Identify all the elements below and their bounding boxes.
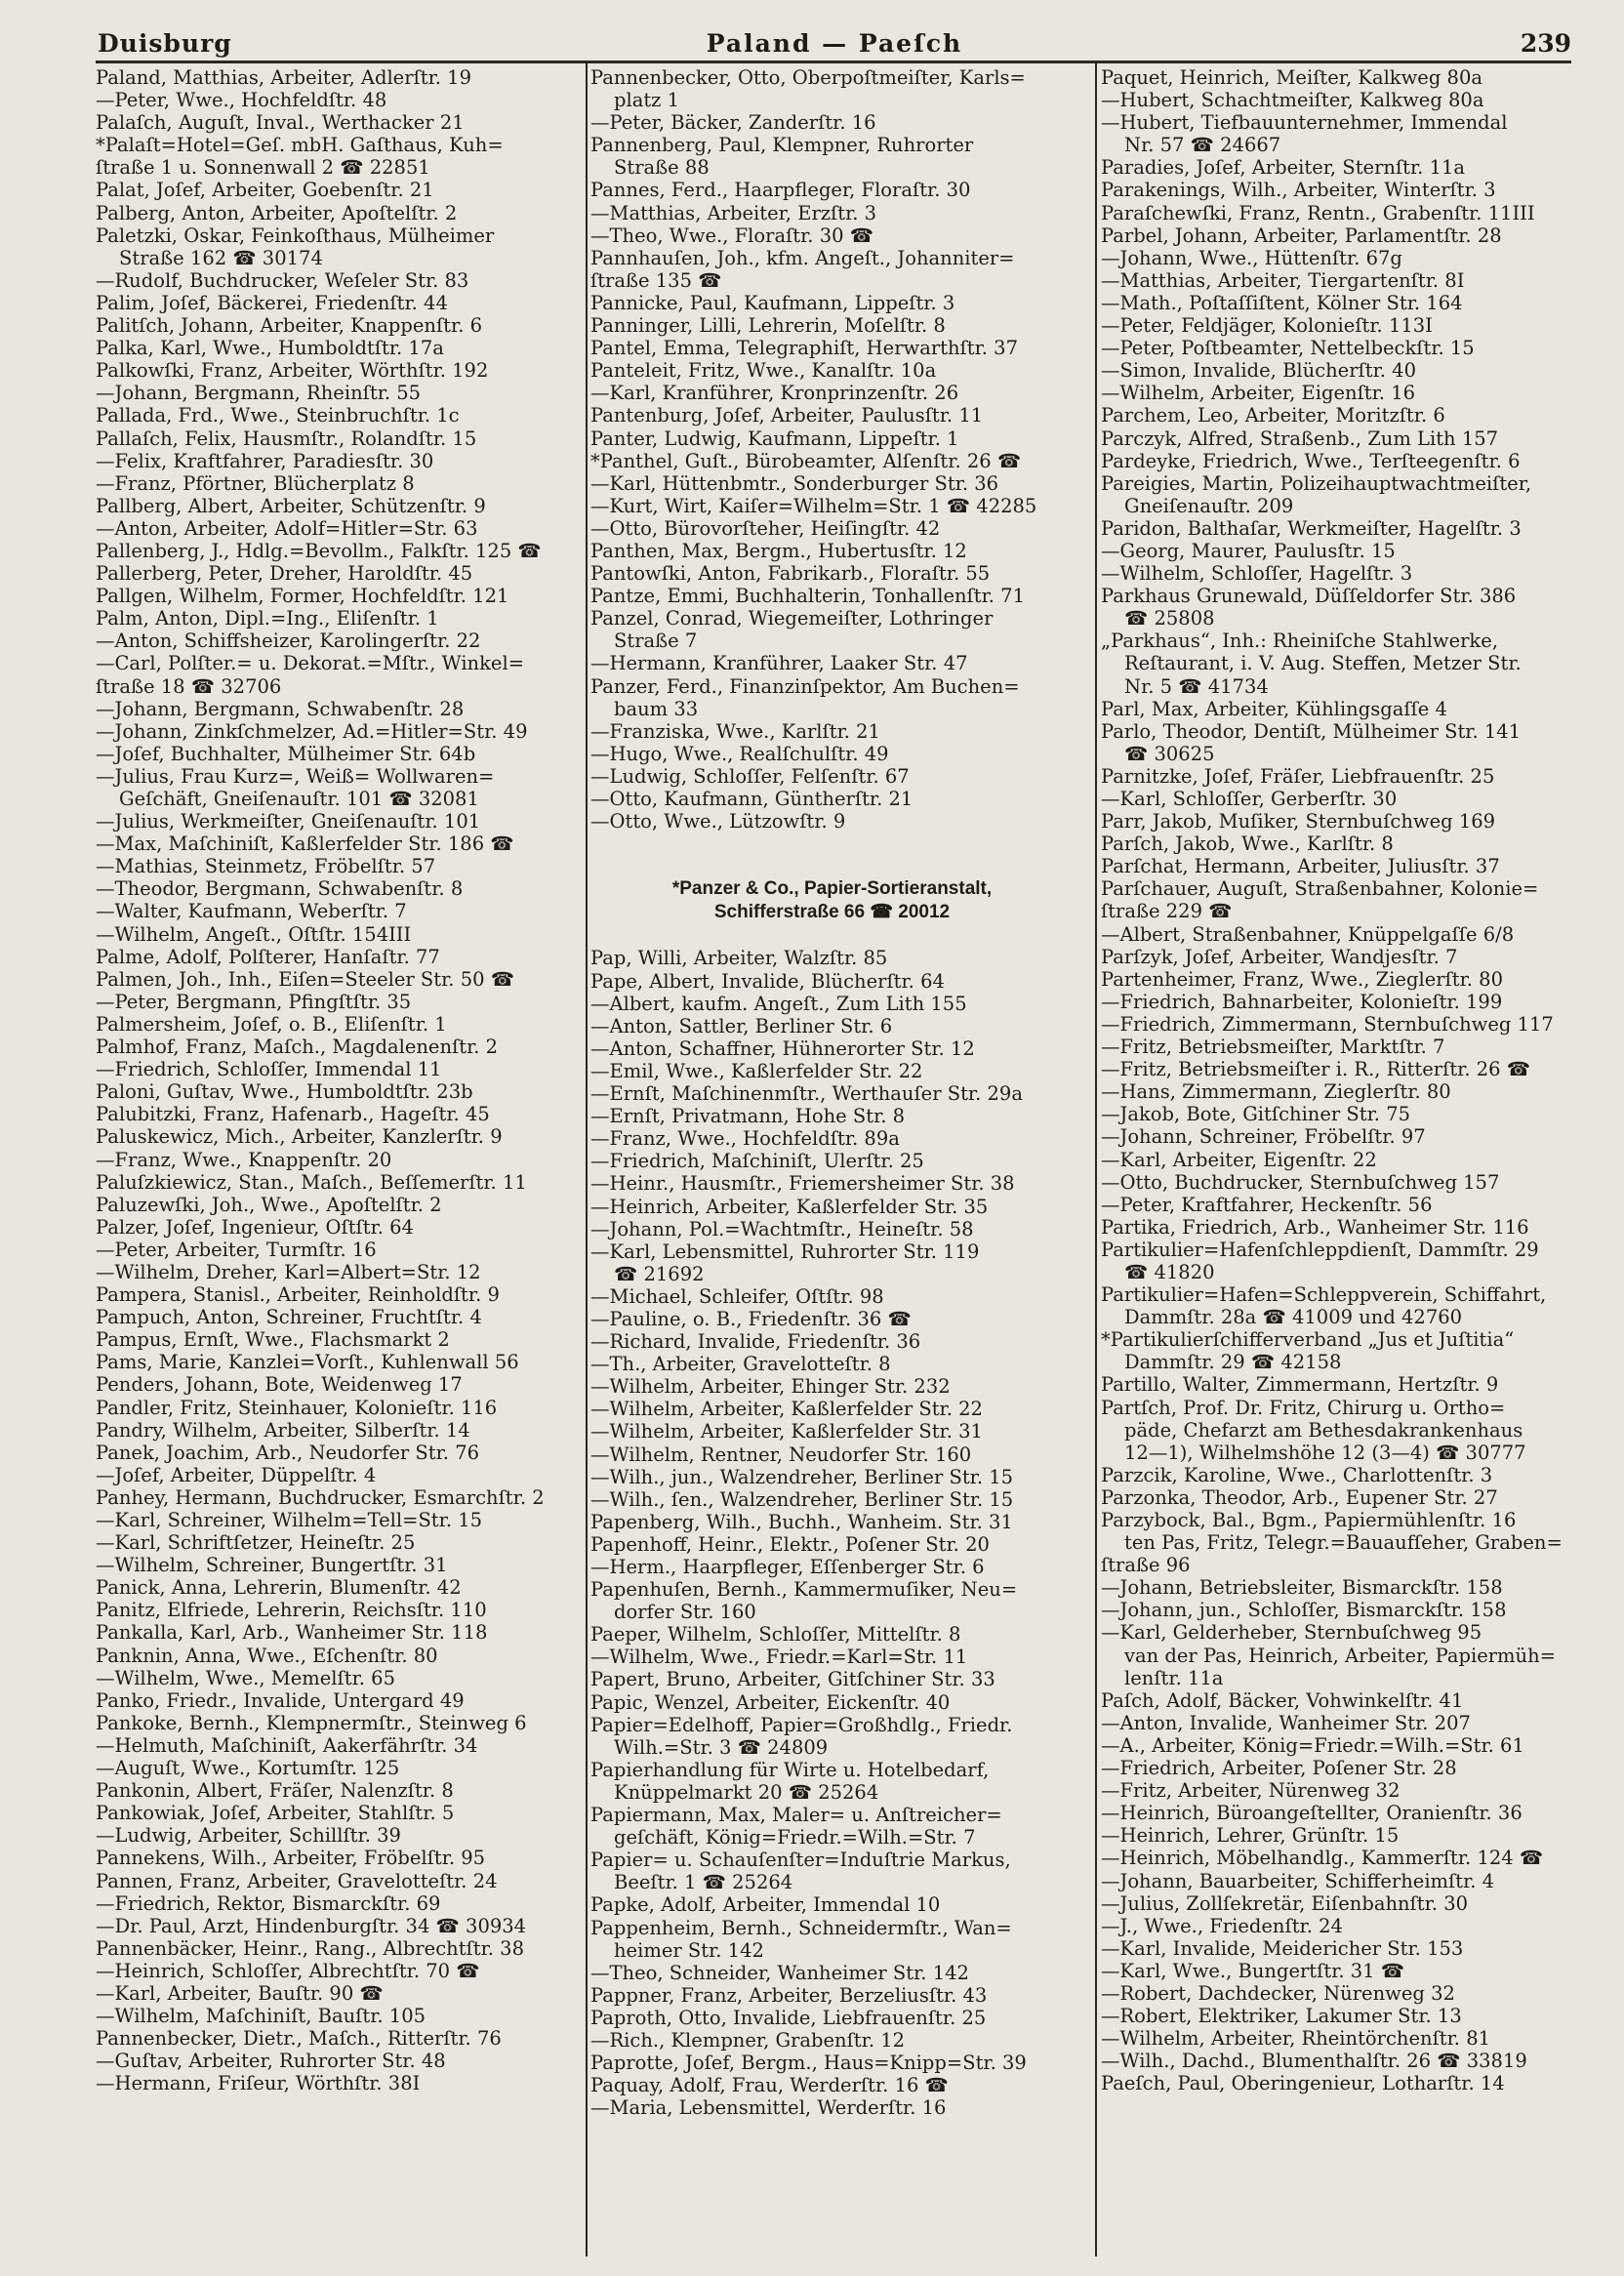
directory-entry: Papier= u. Schauſenſter=Induſtrie Markus,	[590, 1849, 1011, 1872]
directory-entry: —Karl, Hüttenbmtr., Sonderburger Str. 36	[590, 471, 999, 495]
directory-entry: —Wilhelm, Maſchiniſt, Bauſtr. 105	[96, 2005, 426, 2028]
directory-entry: —Hugo, Wwe., Realſchulſtr. 49	[590, 742, 889, 765]
directory-entry: Pallenberg, J., Hdlg.=Bevollm., Falkſtr. 125 ☎	[96, 539, 542, 562]
directory-entry: Paradies, Joſef, Arbeiter, Sternſtr. 11a	[1101, 156, 1466, 180]
directory-entry: —Johann, Bergmann, Rheinſtr. 55	[96, 382, 422, 405]
directory-entry: Pankalla, Karl, Arb., Wanheimer Str. 118	[96, 1621, 488, 1645]
directory-entry: —Wilhelm, Arbeiter, Kaßlerfelder Str. 31	[590, 1420, 983, 1443]
directory-entry: Penders, Johann, Bote, Weidenweg 17	[96, 1373, 463, 1397]
directory-entry: Palmersheim, Joſef, o. B., Eliſenſtr. 1	[96, 1012, 447, 1036]
directory-entry: Panick, Anna, Lehrerin, Blumenſtr. 42	[96, 1576, 462, 1600]
directory-entry: —Ernſt, Privatmann, Hohe Str. 8	[590, 1105, 906, 1128]
directory-entry: —Otto, Wwe., Lützowſtr. 9	[590, 810, 846, 833]
directory-entry: Parkhaus Grunewald, Düſſeldorfer Str. 386	[1101, 585, 1517, 608]
directory-entry: Pantel, Emma, Telegraphiſt, Herwarthſtr. 37	[590, 337, 1018, 360]
directory-entry: —Hubert, Schachtmeiſter, Kalkweg 80a	[1101, 89, 1484, 112]
directory-entry: —Richard, Invalide, Friedenſtr. 36	[590, 1330, 921, 1354]
directory-entry: ten Pas, Fritz, Telegr.=Bauaufſeher, Graben=	[1124, 1531, 1563, 1555]
directory-entry: Palitſch, Johann, Arbeiter, Knappenſtr. 6	[96, 314, 482, 338]
directory-entry: Pannen, Franz, Arbeiter, Gravelotteſtr. 24	[96, 1869, 498, 1892]
directory-entry: —Simon, Invalide, Blücherſtr. 40	[1101, 359, 1416, 383]
directory-entry: Papenhuſen, Bernh., Kammermuſiker, Neu=	[590, 1578, 1018, 1602]
directory-entry: Palkowſki, Franz, Arbeiter, Wörthſtr. 192	[96, 359, 489, 383]
directory-entry: Paluzewſki, Joh., Wwe., Apoſtelſtr. 2	[96, 1193, 442, 1216]
directory-entry: Pannekens, Wilh., Arbeiter, Fröbelſtr. 95	[96, 1847, 486, 1870]
column-1	[96, 66, 579, 2253]
column-2	[590, 66, 1074, 2253]
directory-entry: Palat, Joſef, Arbeiter, Goebenſtr. 21	[96, 179, 434, 202]
directory-entry: Parzybock, Bal., Bgm., Papiermühlenſtr. 16	[1101, 1509, 1517, 1531]
directory-entry: —Johann, jun., Schloſſer, Bismarckſtr. 158	[1101, 1599, 1507, 1622]
directory-entry: —Robert, Dachdecker, Nürenweg 32	[1101, 1981, 1455, 2005]
directory-entry: —Johann, Schreiner, Fröbelſtr. 97	[1101, 1125, 1426, 1149]
directory-entry: —Albert, kaufm. Angeſt., Zum Lith 155	[590, 992, 967, 1015]
directory-entry: Parr, Jakob, Muſiker, Sternbuſchweg 169	[1101, 810, 1496, 833]
directory-entry: —Karl, Arbeiter, Eigenſtr. 22	[1101, 1148, 1377, 1171]
directory-entry: van der Pas, Heinrich, Arbeiter, Papiermüh=	[1124, 1644, 1557, 1667]
directory-entry: —Johann, Betriebsleiter, Bismarckſtr. 158	[1101, 1576, 1503, 1600]
directory-entry: Paquay, Adolf, Frau, Werderſtr. 16 ☎	[590, 2074, 949, 2097]
directory-entry: ☎ 21692	[614, 1262, 705, 1285]
directory-entry: Panthen, Max, Bergm., Hubertusſtr. 12	[590, 539, 967, 562]
directory-entry: Paeper, Wilhelm, Schloſſer, Mittelſtr. 8	[590, 1623, 961, 1646]
directory-entry: ſtraße 18 ☎ 32706	[96, 674, 282, 698]
directory-entry: Partika, Friedrich, Arb., Wanheimer Str. 116	[1101, 1215, 1529, 1239]
directory-entry: —Karl, Wwe., Bungertſtr. 31 ☎	[1101, 1959, 1405, 1982]
directory-entry: —Friedrich, Rektor, Bismarckſtr. 69	[96, 1891, 441, 1915]
directory-entry: ſtraße 1 u. Sonnenwall 2 ☎ 22851	[96, 156, 430, 180]
directory-entry: —Wilh., ſen., Walzendreher, Berliner Str. 15	[590, 1487, 1014, 1511]
directory-entry: Pappenheim, Bernh., Schneidermſtr., Wan=	[590, 1916, 1012, 1939]
directory-entry: —Fritz, Betriebsmeiſter, Marktſtr. 7	[1101, 1036, 1445, 1059]
directory-entry: Palaſch, Auguſt, Inval., Werthacker 21	[96, 111, 465, 135]
directory-entry: Pams, Marie, Kanzlei=Vorſt., Kuhlenwall 56	[96, 1351, 519, 1374]
directory-entry: —Peter, Bergmann, Pfingſtſtr. 35	[96, 990, 412, 1013]
directory-entry: Papenhoff, Heinr., Elektr., Poſener Str. 20	[590, 1532, 990, 1556]
directory-entry: —Johann, Wwe., Hüttenſtr. 67g	[1101, 246, 1402, 269]
directory-entry: ☎ 41820	[1124, 1260, 1215, 1283]
directory-entry: Papenberg, Wilh., Buchh., Wanheim. Str. 31	[590, 1510, 1013, 1533]
directory-entry: Gneiſenauſtr. 209	[1124, 494, 1294, 517]
directory-entry: —Mathias, Steinmetz, Fröbelſtr. 57	[96, 855, 436, 878]
directory-entry: —A., Arbeiter, König=Friedr.=Wilh.=Str. 61	[1101, 1733, 1524, 1757]
directory-entry: Straße 162 ☎ 30174	[119, 246, 323, 269]
column-divider	[586, 61, 588, 2256]
directory-entry: —Helmuth, Maſchiniſt, Aakerfährſtr. 34	[96, 1733, 478, 1757]
directory-entry: *Panthel, Guſt., Bürobeamter, Alſenſtr. 26 ☎	[590, 449, 1022, 472]
directory-entry: —Heinrich, Arbeiter, Kaßlerfelder Str. 35	[590, 1195, 989, 1218]
directory-entry: Papke, Adolf, Arbeiter, Immendal 10	[590, 1893, 941, 1917]
directory-entry: —Walter, Kaufmann, Weberſtr. 7	[96, 900, 407, 923]
directory-entry: Pannenbecker, Otto, Oberpoſtmeiſter, Karls=	[590, 66, 1026, 89]
directory-entry: Pannicke, Paul, Kaufmann, Lippeſtr. 3	[590, 291, 955, 314]
directory-entry: Partſch, Prof. Dr. Fritz, Chirurg u. Ortho=	[1101, 1396, 1506, 1419]
directory-entry: —Robert, Elektriker, Lakumer Str. 13	[1101, 2005, 1462, 2028]
directory-entry: —Anton, Schaffner, Hühnerorter Str. 12	[590, 1036, 975, 1060]
directory-entry: —Peter, Bäcker, Zanderſtr. 16	[590, 111, 876, 135]
directory-entry: —Jakob, Bote, Gitſchiner Str. 75	[1101, 1103, 1411, 1126]
directory-entry: —Karl, Kranführer, Kronprinzenſtr. 26	[590, 382, 959, 405]
directory-entry: Panko, Friedr., Invalide, Untergard 49	[96, 1688, 465, 1712]
directory-entry: Palka, Karl, Wwe., Humboldtſtr. 17a	[96, 337, 444, 360]
directory-entry: —Johann, Bauarbeiter, Schifferheimſtr. 4	[1101, 1869, 1495, 1892]
name-range: Paland — Paeſch	[706, 29, 963, 58]
directory-entry: —Carl, Polſter.= u. Dekorat.=Mſtr., Winkel=	[96, 652, 525, 675]
directory-entry: —Karl, Lebensmittel, Ruhrorter Str. 119	[590, 1240, 980, 1263]
directory-entry: Parakenings, Wilh., Arbeiter, Winterſtr. 3	[1101, 179, 1496, 202]
directory-entry: Papiermann, Max, Maler= u. Anſtreicher=	[590, 1804, 1002, 1827]
directory-entry: Nr. 5 ☎ 41734	[1124, 674, 1269, 698]
directory-entry: Straße 88	[614, 156, 710, 180]
directory-entry: —Heinr., Hausmſtr., Friemersheimer Str. 38	[590, 1172, 1015, 1196]
directory-entry: Pankonin, Albert, Fräſer, Nalenzſtr. 8	[96, 1779, 454, 1803]
directory-entry: Pannenbäcker, Heinr., Rang., Albrechtſtr. 38	[96, 1936, 524, 1960]
directory-entry: —Heinrich, Möbelhandlg., Kammerſtr. 124 ☎	[1101, 1847, 1544, 1870]
directory-entry: Dammſtr. 29 ☎ 42158	[1124, 1351, 1342, 1374]
directory-entry: —Wilhelm, Arbeiter, Kaßlerfelder Str. 22	[590, 1398, 983, 1421]
directory-entry: Parſzyk, Joſef, Arbeiter, Wandjesſtr. 7	[1101, 945, 1458, 968]
directory-entry: —Joſef, Buchhalter, Mülheimer Str. 64b	[96, 742, 476, 765]
directory-entry: —Wilhelm, Angeſt., Oſtſtr. 154III	[96, 922, 412, 946]
directory-entry: Parſchat, Hermann, Arbeiter, Juliusſtr. 37	[1101, 855, 1500, 878]
directory-entry: —Georg, Maurer, Paulusſtr. 15	[1101, 539, 1396, 562]
directory-entry: Palm, Anton, Dipl.=Ing., Eliſenſtr. 1	[96, 607, 439, 630]
directory-entry: —Julius, Frau Kurz=, Weiß= Wollwaren=	[96, 764, 495, 788]
directory-entry: —Joſef, Arbeiter, Düppelſtr. 4	[96, 1463, 377, 1486]
directory-entry: Pannenbecker, Dietr., Maſch., Ritterſtr. 76	[96, 2027, 502, 2051]
directory-entry: baum 33	[614, 697, 699, 720]
advertisement-line: Schifferstraße 66 ☎ 20012	[713, 902, 951, 923]
directory-entry: —Karl, Arbeiter, Bauſtr. 90 ☎	[96, 1981, 384, 2005]
directory-entry: —Karl, Schreiner, Wilhelm=Tell=Str. 15	[96, 1509, 483, 1531]
page-header	[98, 25, 1571, 62]
directory-entry: Paeſch, Paul, Oberingenieur, Lotharſtr. 14	[1101, 2072, 1505, 2095]
directory-entry: ſtraße 96	[1101, 1554, 1191, 1577]
directory-entry: —Karl, Schloſſer, Gerberſtr. 30	[1101, 788, 1398, 810]
directory-entry: —Hans, Zimmermann, Zieglerſtr. 80	[1101, 1080, 1451, 1104]
directory-entry: ſtraße 229 ☎	[1101, 900, 1233, 923]
directory-entry: —Heinrich, Schloſſer, Albrechtſtr. 70 ☎	[96, 1959, 480, 1982]
directory-entry: —Friedrich, Maſchiniſt, Ulerſtr. 25	[590, 1150, 924, 1173]
directory-entry: —Matthias, Arbeiter, Erzſtr. 3	[590, 201, 877, 224]
directory-entry: —J., Wwe., Friedenſtr. 24	[1101, 1914, 1343, 1937]
directory-entry: —Julius, Werkmeiſter, Gneiſenauſtr. 101	[96, 810, 481, 833]
directory-entry: *Partikulierſchifferverband „Jus et Juſtitia“	[1101, 1328, 1515, 1352]
directory-entry: —Peter, Poſtbeamter, Nettelbeckſtr. 15	[1101, 337, 1475, 360]
directory-entry: Panteleit, Fritz, Wwe., Kanalſtr. 10a	[590, 359, 937, 383]
directory-entry: Pannhauſen, Joh., kfm. Angeſt., Johanniter=	[590, 246, 1015, 269]
directory-entry: —Franz, Wwe., Knappenſtr. 20	[96, 1148, 392, 1171]
directory-entry: Pallerberg, Peter, Dreher, Haroldſtr. 45	[96, 562, 473, 586]
directory-entry: Pardeyke, Friedrich, Wwe., Terſteegenſtr. 6	[1101, 449, 1521, 472]
directory-entry: —Math., Poſtaſſiſtent, Kölner Str. 164	[1101, 291, 1463, 314]
directory-entry: ☎ 25808	[1124, 607, 1215, 630]
directory-entry: Palubitzki, Franz, Hafenarb., Hageſtr. 45	[96, 1103, 490, 1126]
directory-entry: Parzcik, Karoline, Wwe., Charlottenſtr. 3	[1101, 1463, 1493, 1486]
directory-entry: Parzonka, Theodor, Arb., Eupener Str. 27	[1101, 1485, 1498, 1509]
directory-entry: Beeſtr. 1 ☎ 25264	[614, 1871, 793, 1894]
directory-entry: Paland, Matthias, Arbeiter, Adlerſtr. 19	[96, 66, 471, 89]
directory-entry: —Friedrich, Zimmermann, Sternbuſchweg 117	[1101, 1012, 1554, 1036]
directory-entry: Pantenburg, Joſef, Arbeiter, Paulusſtr. 11	[590, 404, 984, 427]
directory-entry: —Otto, Kaufmann, Güntherſtr. 21	[590, 788, 914, 810]
directory-entry: —Wilhelm, Rentner, Neudorfer Str. 160	[590, 1443, 972, 1466]
directory-entry: —Otto, Buchdrucker, Sternbuſchweg 157	[1101, 1170, 1500, 1194]
directory-entry: Dammſtr. 28a ☎ 41009 und 42760	[1124, 1306, 1463, 1329]
directory-entry: —Ludwig, Arbeiter, Schillſtr. 39	[96, 1824, 401, 1848]
directory-entry: —Guſtav, Arbeiter, Ruhrorter Str. 48	[96, 2050, 446, 2073]
directory-entry: —Wilhelm, Arbeiter, Ehinger Str. 232	[590, 1375, 951, 1399]
directory-entry: Parſch, Jakob, Wwe., Karlſtr. 8	[1101, 833, 1394, 856]
directory-entry: —Fritz, Betriebsmeiſter i. R., Ritterſtr. 26 ☎	[1101, 1058, 1531, 1081]
directory-entry: Papert, Bruno, Arbeiter, Gitſchiner Str. 33	[590, 1668, 995, 1691]
directory-entry: dorfer Str. 160	[614, 1601, 756, 1624]
directory-entry: Panek, Joachim, Arb., Neudorfer Str. 76	[96, 1441, 480, 1464]
directory-entry: —Rich., Klempner, Grabenſtr. 12	[590, 2028, 906, 2052]
directory-entry: —Pauline, o. B., Friedenſtr. 36 ☎	[590, 1307, 912, 1330]
directory-entry: —Auguſt, Wwe., Kortumſtr. 125	[96, 1757, 400, 1780]
directory-entry: —Peter, Arbeiter, Turmſtr. 16	[96, 1238, 377, 1261]
directory-entry: Panknin, Anna, Wwe., Eſchenſtr. 80	[96, 1644, 438, 1667]
directory-entry: geſchäft, König=Friedr.=Wilh.=Str. 7	[614, 1826, 976, 1849]
directory-entry: Partikulier=Hafen=Schleppverein, Schiffahrt,	[1101, 1283, 1547, 1307]
directory-entry: —Anton, Schiffsheizer, Karolingerſtr. 22	[96, 630, 481, 653]
directory-entry: —Wilhelm, Schreiner, Bungertſtr. 31	[96, 1554, 448, 1577]
directory-entry: —Friedrich, Schloſſer, Immendal 11	[96, 1058, 442, 1081]
directory-entry: lenſtr. 11a	[1124, 1666, 1224, 1689]
directory-entry: Palladа, Frd., Wwe., Steinbruchſtr. 1c	[96, 404, 460, 427]
directory-entry: „Parkhaus“, Inh.: Rheiniſche Stahlwerke,	[1101, 630, 1498, 653]
directory-entry: —Hubert, Tiefbauunternehmer, Immendal	[1101, 111, 1508, 135]
directory-entry: ☎ 30625	[1124, 742, 1215, 765]
directory-entry: —Rudolf, Buchdrucker, Weſeler Str. 83	[96, 268, 469, 292]
directory-entry: —Felix, Kraftfahrer, Paradiesſtr. 30	[96, 449, 434, 472]
directory-entry: —Wilh., Dachd., Blumenthalſtr. 26 ☎ 33819	[1101, 2050, 1527, 2073]
directory-entry: Papier=Edelhoff, Papier=Großhdlg., Friedr.	[590, 1713, 1013, 1736]
directory-entry: Partenheimer, Franz, Wwe., Zieglerſtr. 80	[1101, 967, 1503, 991]
directory-entry: —Heinrich, Büroangeſtellter, Oranienſtr. 36	[1101, 1802, 1522, 1825]
directory-entry: platz 1	[614, 89, 680, 112]
directory-entry: Pampuch, Anton, Schreiner, Fruchtſtr. 4	[96, 1306, 482, 1329]
directory-entry: —Wilhelm, Wwe., Friedr.=Karl=Str. 11	[590, 1646, 968, 1669]
directory-entry: Panninger, Lilli, Lehrerin, Moſelſtr. 8	[590, 314, 946, 338]
directory-entry: Pantze, Emmi, Buchhalterin, Tonhallenſtr. 71	[590, 585, 1025, 608]
directory-entry: —Theo, Wwe., Floraſtr. 30 ☎	[590, 224, 873, 247]
directory-entry: Palmhof, Franz, Maſch., Magdalenenſtr. 2	[96, 1036, 499, 1059]
directory-entry: —Ludwig, Schloſſer, Felſenſtr. 67	[590, 764, 910, 788]
directory-entry: —Anton, Sattler, Berliner Str. 6	[590, 1014, 893, 1037]
directory-entry: Papierhandlung für Wirte u. Hotelbedarf,	[590, 1758, 990, 1781]
directory-entry: —Matthias, Arbeiter, Tiergartenſtr. 8I	[1101, 268, 1465, 292]
directory-entry: ſtraße 135 ☎	[590, 268, 722, 292]
directory-entry: —Wilhelm, Dreher, Karl=Albert=Str. 12	[96, 1260, 481, 1283]
directory-entry: —Herm., Haarpfleger, Eſſenberger Str. 6	[590, 1556, 985, 1578]
directory-entry: —Wilhelm, Schloſſer, Hagelſtr. 3	[1101, 562, 1413, 586]
spacer	[590, 855, 1074, 877]
directory-entry: —Karl, Schriftſetzer, Heineſtr. 25	[96, 1531, 416, 1555]
directory-entry: Wilh.=Str. 3 ☎ 24809	[614, 1735, 829, 1759]
directory-entry: Pankowiak, Joſef, Arbeiter, Stahlſtr. 5	[96, 1802, 455, 1825]
directory-entry: Pap, Willi, Arbeiter, Walzſtr. 85	[590, 947, 888, 970]
directory-entry: —Franziska, Wwe., Karlſtr. 21	[590, 719, 880, 743]
directory-entry: —Franz, Pförtner, Blücherplatz 8	[96, 471, 415, 495]
directory-entry: —Julius, Zollſekretär, Eiſenbahnſtr. 30	[1101, 1891, 1469, 1915]
directory-entry: —Wilhelm, Arbeiter, Rheintörchenſtr. 81	[1101, 2027, 1491, 2051]
directory-entry: —Friedrich, Bahnarbeiter, Koloniеſtr. 199	[1101, 990, 1503, 1013]
directory-entry: Paletzki, Oskar, Feinkoſthaus, Mülheimer	[96, 224, 495, 247]
directory-entry: 12—1), Wilhelmshöhe 12 (3—4) ☎ 30777	[1124, 1441, 1526, 1464]
directory-entry: Paproth, Otto, Invalide, Liebfrauenſtr. 25	[590, 2006, 987, 2029]
directory-entry: Paloni, Guſtav, Wwe., Humboldtſtr. 23b	[96, 1080, 473, 1104]
directory-entry: —Theodor, Bergmann, Schwabenſtr. 8	[96, 877, 464, 901]
directory-entry: Parczyk, Alfred, Straßenb., Zum Lith 157	[1101, 427, 1499, 450]
directory-entry: Reſtaurant, i. V. Aug. Steffen, Metzer Str.	[1124, 652, 1522, 675]
directory-entry: —Michael, Schleifer, Oſtſtr. 98	[590, 1284, 884, 1308]
directory-entry: —Dr. Paul, Arzt, Hindenburgſtr. 34 ☎ 30934	[96, 1914, 527, 1937]
directory-entry: —Wilhelm, Wwe., Memelſtr. 65	[96, 1666, 395, 1689]
directory-entry: heimer Str. 142	[614, 1938, 764, 1962]
directory-entry: —Peter, Wwe., Hochfeldſtr. 48	[96, 89, 387, 112]
directory-entry: Paquet, Heinrich, Meiſter, Kalkweg 80a	[1101, 66, 1482, 89]
directory-entry: Parbel, Johann, Arbeiter, Parlamentſtr. 28	[1101, 224, 1502, 247]
directory-entry: —Hermann, Kranführer, Laaker Str. 47	[590, 652, 968, 675]
directory-entry: —Anton, Arbeiter, Adolf=Hitler=Str. 63	[96, 516, 478, 540]
directory-entry: päde, Chefarzt am Bethesdakrankenhaus	[1124, 1418, 1523, 1442]
directory-entry: —Peter, Feldjäger, Koloniеſtr. 113I	[1101, 314, 1433, 338]
advertisement-line: *Panzer & Co., Papier-Sortieranstalt,	[671, 878, 993, 900]
directory-entry: —Emil, Wwe., Kaßlerfelder Str. 22	[590, 1059, 923, 1082]
directory-entry: Parſchauer, Auguſt, Straßenbahner, Koloniе=	[1101, 877, 1539, 901]
directory-entry: Palzer, Joſef, Ingenieur, Oſtſtr. 64	[96, 1215, 414, 1239]
directory-entry: Pandry, Wilhelm, Arbeiter, Silberſtr. 14	[96, 1418, 470, 1442]
directory-entry: —Friedrich, Arbeiter, Poſener Str. 28	[1101, 1757, 1457, 1780]
directory-entry: Palme, Adolf, Polſterer, Hanſaſtr. 77	[96, 945, 440, 968]
directory-entry: —Otto, Bürovorſteher, Heiſingſtr. 42	[590, 516, 941, 540]
directory-entry: Pape, Albert, Invalide, Blücherſtr. 64	[590, 969, 945, 993]
directory-entry: Paluſzkiewicz, Stan., Maſch., Beſſemerſtr. 11	[96, 1170, 527, 1194]
directory-entry: Palberg, Anton, Arbeiter, Apoſtelſtr. 2	[96, 201, 458, 224]
directory-entry: Pallgen, Wilhelm, Former, Hochfeldſtr. 121	[96, 585, 509, 608]
directory-entry: —Ernſt, Maſchinenmſtr., Werthauſer Str. 29a	[590, 1082, 1023, 1106]
city-name: Duisburg	[98, 29, 232, 58]
directory-entry: —Heinrich, Lehrer, Grünſtr. 15	[1101, 1824, 1400, 1848]
directory-entry: —Johann, Pol.=Wachtmſtr., Heineſtr. 58	[590, 1217, 974, 1240]
directory-entry: Paluskewicz, Mich., Arbeiter, Kanzlerſtr. 9	[96, 1125, 503, 1149]
directory-entry: —Franz, Wwe., Hochfeldſtr. 89a	[590, 1127, 900, 1151]
directory-entry: Pampus, Ernſt, Wwe., Flachsmarkt 2	[96, 1328, 450, 1352]
directory-entry: Panter, Ludwig, Kaufmann, Lippeſtr. 1	[590, 427, 959, 450]
directory-entry: —Wilh., jun., Walzendreher, Berliner Str. 15	[590, 1465, 1014, 1488]
directory-entry: Parlo, Theodor, Dentiſt, Mülheimer Str. 141	[1101, 719, 1522, 743]
directory-entry: —Wilhelm, Arbeiter, Eigenſtr. 16	[1101, 382, 1416, 405]
directory-entry: —Johann, Bergmann, Schwabenſtr. 28	[96, 697, 465, 720]
directory-entry: Palmen, Joh., Inh., Eiſen=Steeler Str. 50 ☎	[96, 967, 514, 991]
directory-entry: Pallaſch, Felix, Hausmſtr., Rolandſtr. 15	[96, 427, 477, 450]
directory-entry: Pareigies, Martin, Polizeihauptwachtmeiſter,	[1101, 471, 1532, 495]
directory-entry: Nr. 57 ☎ 24667	[1124, 134, 1281, 157]
directory-entry: Pantowſki, Anton, Fabrikarb., Floraſtr. 55	[590, 562, 991, 586]
directory-entry: Pallberg, Albert, Arbeiter, Schützenſtr. 9	[96, 494, 486, 517]
directory-entry: Papic, Wenzel, Arbeiter, Eickenſtr. 40	[590, 1690, 951, 1714]
directory-entry: —Kurt, Wirt, Kaiſer=Wilhelm=Str. 1 ☎ 42285	[590, 494, 1037, 517]
directory-entry: —Anton, Invalide, Wanheimer Str. 207	[1101, 1711, 1471, 1734]
directory-entry: Parnitzke, Joſef, Fräſer, Liebfrauenſtr. 25	[1101, 764, 1495, 788]
directory-entry: Paprotte, Joſef, Bergm., Haus=Knipp=Str. 39	[590, 2052, 1027, 2075]
directory-entry: —Fritz, Arbeiter, Nürenweg 32	[1101, 1779, 1401, 1803]
directory-entry: Paraſchewſki, Franz, Rentn., Grabenſtr. 11III	[1101, 201, 1535, 224]
directory-entry: Straße 7	[614, 630, 698, 653]
directory-entry: Pannenberg, Paul, Klempner, Ruhrorter	[590, 134, 974, 157]
directory-entry: Panitz, Elfriede, Lehrerin, Reichsſtr. 110	[96, 1599, 487, 1622]
column-3	[1101, 66, 1584, 2253]
directory-entry: —Max, Maſchiniſt, Kaßlerfelder Str. 186 ☎	[96, 833, 514, 856]
column-divider	[1095, 61, 1097, 2256]
directory-entry: —Theo, Schneider, Wanheimer Str. 142	[590, 1961, 969, 1984]
page-number: 239	[1520, 29, 1571, 58]
directory-entry: *Palaſt=Hotel=Geſ. mbH. Gaſthaus, Kuh=	[96, 134, 504, 157]
directory-entry: Panzer, Ferd., Finanzinſpektor, Am Buchen=	[590, 674, 1020, 698]
directory-entry: —Th., Arbeiter, Gravelotteſtr. 8	[590, 1353, 891, 1376]
directory-entry: —Karl, Invalide, Meidericher Str. 153	[1101, 1936, 1464, 1960]
directory-entry: Pampera, Stanisl., Arbeiter, Reinholdſtr. 9	[96, 1283, 500, 1307]
directory-entry: Panzel, Conrad, Wiegemeiſter, Lothringer	[590, 607, 994, 630]
directory-entry: Pandler, Fritz, Steinhauer, Koloniеſtr. 116	[96, 1396, 498, 1419]
directory-entry: Pappner, Franz, Arbeiter, Berzeliusſtr. 43	[590, 1983, 988, 2007]
directory-entry: Knüppelmarkt 20 ☎ 25264	[614, 1780, 879, 1804]
directory-entry: —Albert, Straßenbahner, Knüppelgaſſe 6/8	[1101, 922, 1515, 946]
directory-entry: Pannes, Ferd., Haarpfleger, Floraſtr. 30	[590, 179, 971, 202]
spacer	[590, 924, 1074, 947]
directory-entry: —Hermann, Friſeur, Wörthſtr. 38I	[96, 2072, 421, 2095]
directory-entry: —Karl, Gelderheber, Sternbuſchweg 95	[1101, 1621, 1482, 1645]
directory-entry: Partillo, Walter, Zimmermann, Hertzſtr. 9	[1101, 1373, 1499, 1397]
directory-entry: Panhey, Hermann, Buchdrucker, Esmarchſtr. 2	[96, 1485, 545, 1509]
header-rule	[96, 61, 1571, 63]
spacer	[590, 833, 1074, 855]
directory-entry: Parchem, Leo, Arbeiter, Moritzſtr. 6	[1101, 404, 1445, 427]
directory-entry: —Johann, Zinkſchmelzer, Ad.=Hitler=Str. 49	[96, 719, 528, 743]
directory-entry: Partikulier=Hafenſchleppdienſt, Dammſtr. 29	[1101, 1238, 1539, 1261]
directory-entry: Palim, Joſef, Bäckerei, Friedenſtr. 44	[96, 291, 448, 314]
directory-entry: —Peter, Kraftfahrer, Heckenſtr. 56	[1101, 1193, 1433, 1216]
directory-entry: Paſch, Adolf, Bäcker, Vohwinkelſtr. 41	[1101, 1688, 1464, 1712]
directory-entry: Pankoke, Bernh., Klempnermſtr., Steinweg 6	[96, 1711, 527, 1734]
directory-entry: —Maria, Lebensmittel, Werderſtr. 16	[590, 2096, 947, 2120]
directory-entry: Geſchäft, Gneiſenauſtr. 101 ☎ 32081	[119, 788, 479, 810]
directory-entry: Parl, Max, Arbeiter, Kühlingsgaſſe 4	[1101, 697, 1447, 720]
directory-entry: Paridon, Balthaſar, Werkmeiſter, Hagelſtr. 3	[1101, 516, 1522, 540]
